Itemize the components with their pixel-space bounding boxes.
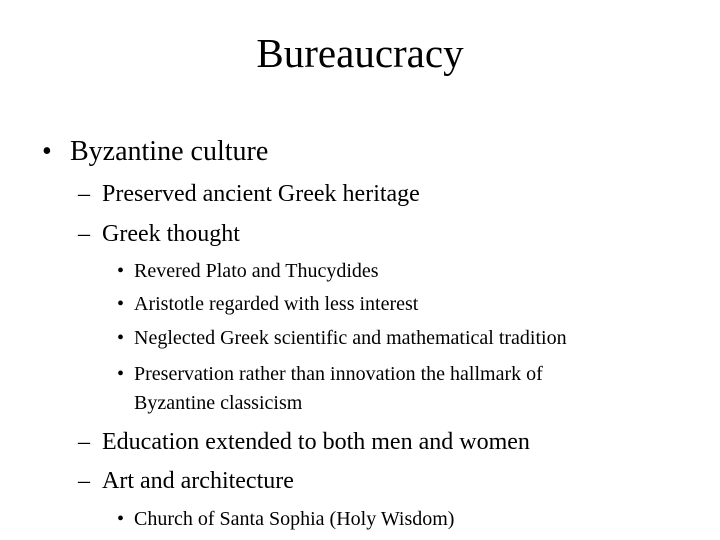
bullet-marker: • xyxy=(117,293,125,315)
bullet-text: Revered Plato and Thucydides xyxy=(134,260,379,282)
dash-marker: – xyxy=(78,468,90,494)
bullet-marker: • xyxy=(117,260,125,282)
bullet-preserved-heritage xyxy=(0,180,720,208)
bullet-text: Preservation rather than innovation the hallmark of xyxy=(134,363,543,385)
bullet-scientific-tradition xyxy=(0,326,720,350)
bullet-text: Greek thought xyxy=(102,221,240,247)
bullet-text: Preserved ancient Greek heritage xyxy=(102,181,420,207)
dash-marker: – xyxy=(78,221,90,247)
bullet-art-architecture xyxy=(0,467,720,495)
dash-marker: – xyxy=(78,181,90,207)
bullet-aristotle xyxy=(0,292,720,316)
bullet-plato-thucydides xyxy=(0,259,720,283)
bullet-text: Aristotle regarded with less interest xyxy=(134,293,419,315)
bullet-marker: • xyxy=(42,136,52,167)
slide-title: Bureaucracy xyxy=(256,30,464,76)
bullet-text: Byzantine culture xyxy=(70,136,269,167)
bullet-preservation-hallmark xyxy=(0,362,720,418)
bullet-greek-thought xyxy=(0,220,720,248)
bullet-text: Art and architecture xyxy=(102,468,294,494)
bullet-marker: • xyxy=(117,327,125,349)
bullet-santa-sophia xyxy=(0,507,720,531)
bullet-text: Education extended to both men and women xyxy=(102,429,530,455)
bullet-marker: • xyxy=(117,363,125,385)
bullet-text-continuation: Byzantine classicism xyxy=(134,392,303,414)
bullet-marker: • xyxy=(117,508,125,530)
bullet-text: Church of Santa Sophia (Holy Wisdom) xyxy=(134,508,455,530)
dash-marker: – xyxy=(78,429,90,455)
bullet-education xyxy=(0,428,720,456)
bullet-byzantine-culture xyxy=(0,136,720,168)
bullet-text: Neglected Greek scientific and mathematical tradition xyxy=(134,327,567,349)
